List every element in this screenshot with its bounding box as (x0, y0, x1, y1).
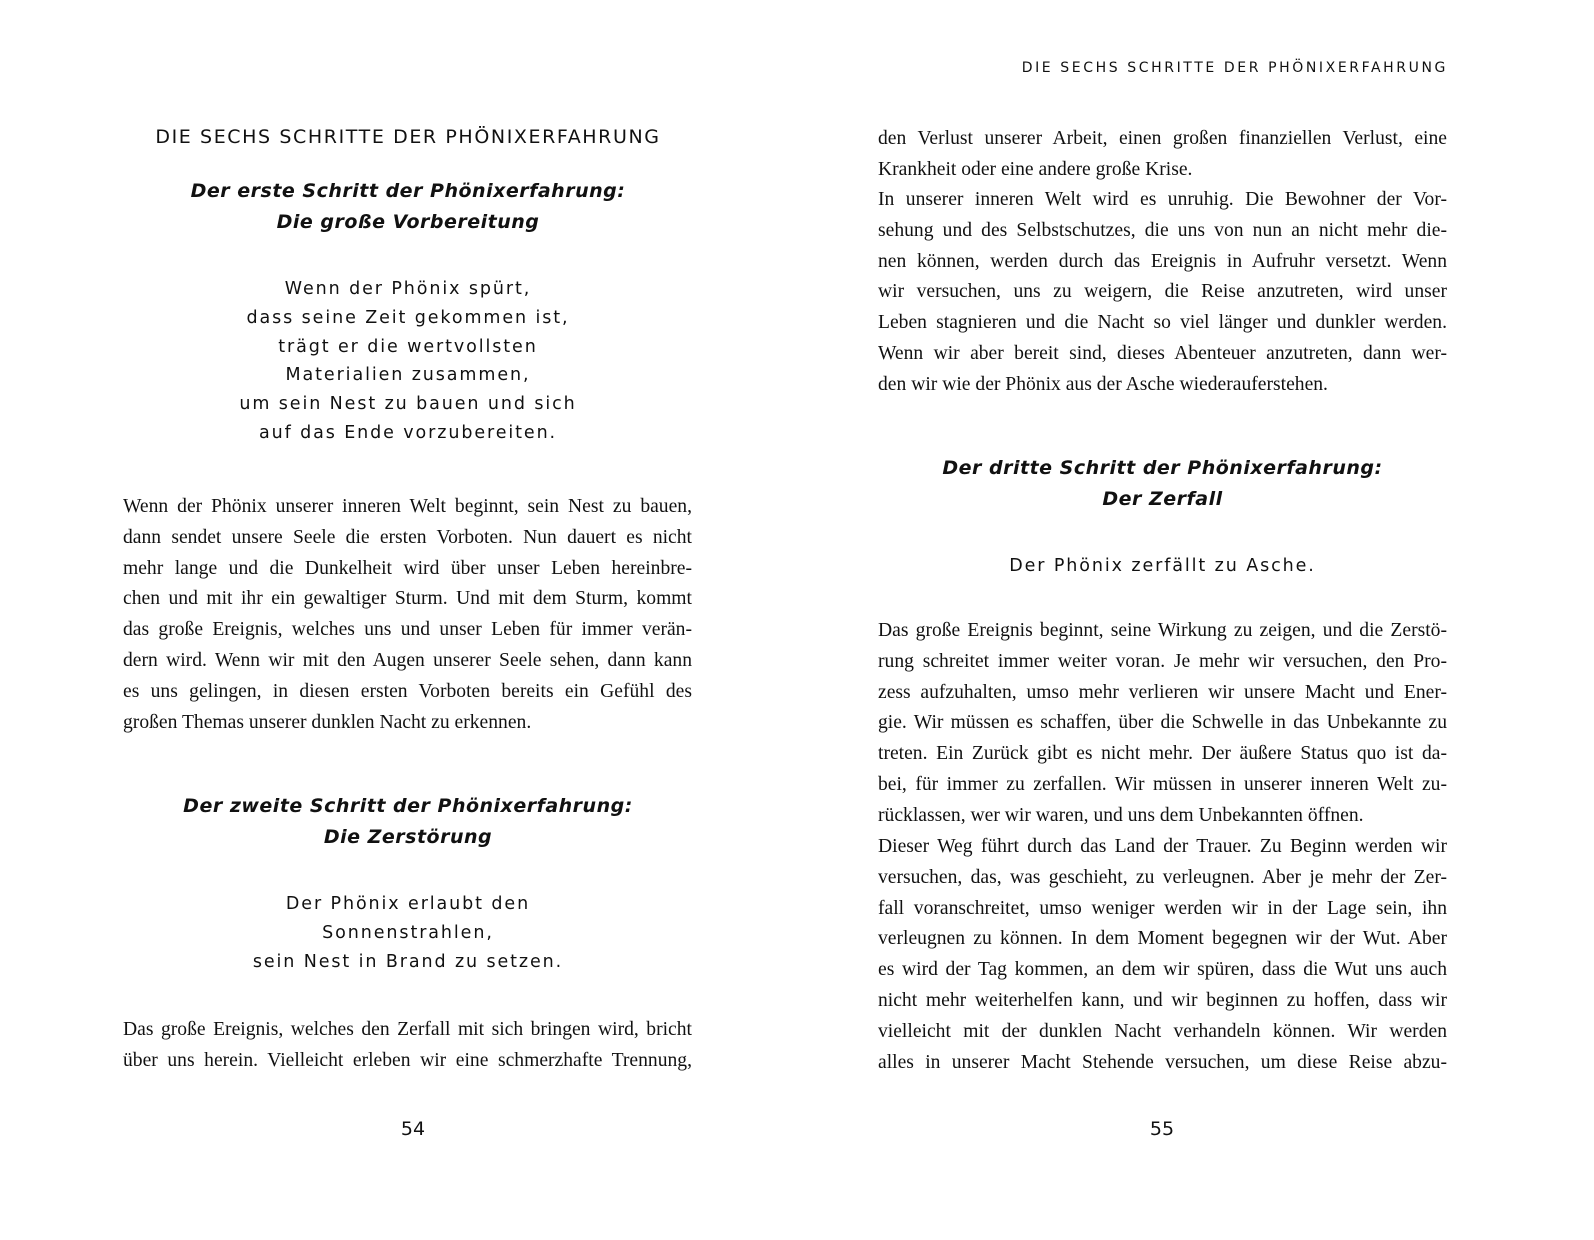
poem-line: trägt er die wertvollsten (278, 336, 538, 357)
text-line: treten. Ein Zurück gibt es nicht mehr. Der äußere Status quo ist da- (878, 743, 1447, 765)
text-line: nicht mehr weiterhelfen kann, und wir beginnen zu hoffen, dass wir (878, 989, 1447, 1011)
text-line: rung schreitet immer weiter voran. Je mehr wir versuchen, den Pro- (878, 650, 1447, 672)
text-line: dann sendet unsere Seele die ersten Vorboten. Nun dauert es nicht (123, 526, 692, 548)
step-3-heading-line: Der Zerfall (1102, 488, 1223, 510)
paragraph (878, 124, 1447, 186)
text-line: fall voranschreitet, umso weniger werden wir in der Lage sein, ihn (878, 897, 1447, 919)
text-line: Das große Ereignis, welches den Zerfall mit sich bringen wird, bricht (123, 1019, 692, 1040)
text-line: Leben stagnieren und die Nacht so viel länger und dunkler werden. (878, 312, 1447, 334)
step-1-heading-line: Der erste Schritt der Phönixerfahrung: (190, 180, 626, 202)
text-line: über uns herein. Vielleicht erleben wir eine schmerzhafte Trennung, (123, 1049, 692, 1071)
step-2-heading-line: Die Zerstörung (323, 826, 493, 848)
text-line: wir versuchen, uns zu weigern, die Reise anzutreten, wird unser (878, 281, 1447, 303)
text-line: bei, für immer zu zerfallen. Wir müssen in unserer inneren Welt zu- (878, 773, 1447, 795)
text-line: Wenn wir aber bereit sind, dieses Abenteuer anzutreten, dann wer- (878, 342, 1447, 364)
right-page (797, 0, 1594, 1240)
poem-line: Wenn der Phönix spürt, (284, 279, 532, 299)
running-header: DIE SECHS SCHRITTE DER PHÖNIXERFAHRUNG (1021, 60, 1448, 76)
text-line: In unserer inneren Welt wird es unruhig. Die Bewohner der Vor- (878, 189, 1447, 210)
step-3-poem (878, 552, 1447, 581)
text-line: mehr lange und die Dunkelheit wird über unser Leben hereinbre- (123, 557, 692, 579)
text-line: chen und mit ihr ein gewaltiger Sturm. Und mit dem Sturm, kommt (123, 588, 692, 610)
poem-line: Der Phönix erlaubt den (285, 894, 531, 914)
text-line: zess aufzuhalten, umso mehr verlieren wir unsere Macht und Ener- (878, 681, 1447, 703)
poem-line: um sein Nest zu bauen und sich (239, 394, 577, 415)
step-2-heading-line: Der zweite Schritt der Phönixerfahrung: (183, 795, 633, 817)
text-line: Wenn der Phönix unserer inneren Welt beginnt, sein Nest zu bauen, (123, 496, 692, 517)
poem-line: Der Phönix zerfällt zu Asche. (1009, 556, 1316, 576)
page-number: 54 (400, 1118, 426, 1140)
text-line: nen können, werden durch das Ereignis in Aufruhr versetzt. Wenn (878, 250, 1447, 272)
text-line: großen Themas unserer dunklen Nacht zu erkennen. (123, 711, 532, 733)
step-3-heading-line: Der dritte Schritt der Phönixerfahrung: (942, 457, 1383, 479)
text-line: den Verlust unserer Arbeit, einen großen finanziellen Verlust, eine (878, 128, 1447, 149)
text-line: verleugnen zu können. In dem Moment begegnen wir der Wut. Aber (878, 928, 1447, 950)
text-line: es uns gelingen, in diesen ersten Vorboten bereits ein Gefühl des (123, 680, 692, 702)
step-1-poem (123, 275, 693, 448)
text-line: versuchen, das, was geschieht, zu verleugnen. Aber je mehr der Zer- (878, 866, 1447, 888)
text-line: Das große Ereignis beginnt, seine Wirkung zu zeigen, und die Zerstö- (878, 620, 1447, 641)
poem-line: sein Nest in Brand zu setzen. (252, 951, 564, 972)
paragraph (878, 185, 1447, 401)
step-3-heading (878, 453, 1447, 515)
step-2-heading (123, 791, 693, 853)
text-line: alles in unserer Macht Stehende versuchen, um diese Reise abzu- (878, 1051, 1447, 1073)
text-line: Dieser Weg führt durch das Land der Trauer. Zu Beginn werden wir (878, 836, 1447, 857)
poem-line: Materialien zusammen, (285, 365, 531, 386)
text-line: gie. Wir müssen es schaffen, über die Schwelle in das Unbekannte zu (878, 712, 1447, 734)
text-line: Krankheit oder eine andere große Krise. (878, 158, 1193, 180)
poem-line: dass seine Zeit gekommen ist, (246, 307, 570, 328)
text-line: vielleicht mit der dunklen Nacht verhandeln können. Wir werden (878, 1020, 1447, 1042)
paragraph (123, 1015, 692, 1077)
poem-line: auf das Ende vorzubereiten. (258, 422, 558, 443)
text-line: den wir wie der Phönix aus der Asche wiederauferstehen. (878, 373, 1328, 395)
step-2-poem (123, 890, 693, 976)
chapter-title: DIE SECHS SCHRITTE DER PHÖNIXERFAHRUNG (155, 126, 661, 148)
step-1-heading-line: Die große Vorbereitung (276, 211, 540, 233)
poem-line: Sonnenstrahlen, (322, 922, 494, 943)
step-1-heading (123, 176, 693, 238)
text-line: dern wird. Wenn wir mit den Augen unserer Seele sehen, dann kann (123, 649, 692, 671)
text-line: das große Ereignis, welches uns und unser Leben für immer verän- (123, 619, 692, 641)
paragraph (878, 832, 1447, 1078)
page-number: 55 (1149, 1118, 1175, 1140)
text-line: es wird der Tag kommen, an dem wir spüren, dass die Wut uns auch (878, 959, 1447, 981)
text-line: rücklassen, wer wir waren, und uns dem Unbekannten öffnen. (878, 804, 1364, 826)
text-line: sehung und des Selbstschutzes, die uns von nun an nicht mehr die- (878, 219, 1447, 241)
paragraph (878, 616, 1447, 832)
paragraph (123, 492, 692, 738)
